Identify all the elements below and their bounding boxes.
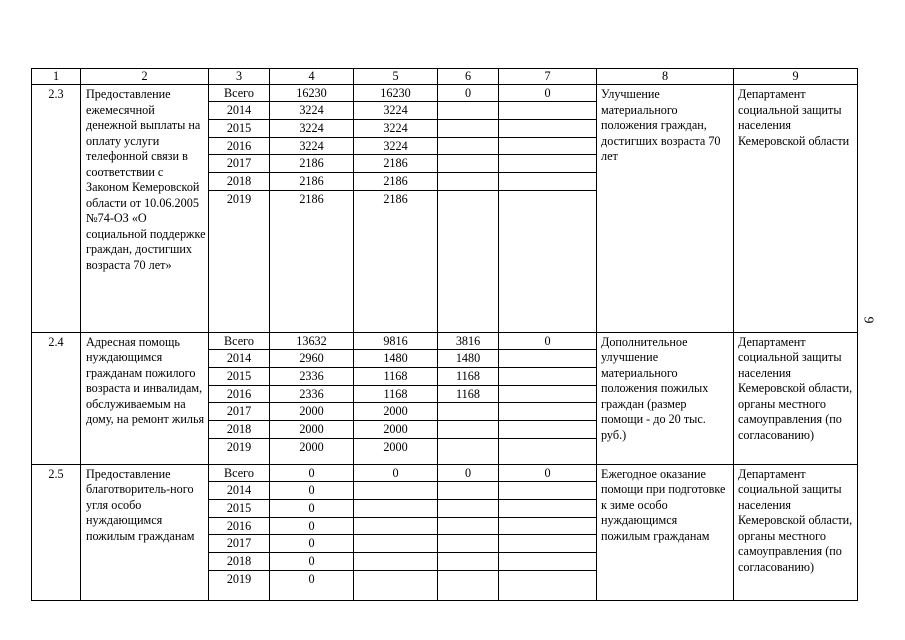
value-col4: 2186 — [270, 155, 354, 173]
value-col4: 0 — [270, 464, 354, 481]
value-col7 — [499, 190, 597, 332]
year-cell: Всего — [209, 332, 270, 349]
value-col4: 3224 — [270, 119, 354, 137]
year-cell: 2016 — [209, 137, 270, 155]
value-col5: 16230 — [354, 85, 438, 102]
executor: Департамент социальной защиты населения Кемеровской области, органы местного самоуправления (по согласованию) — [734, 464, 858, 600]
year-cell: 2019 — [209, 570, 270, 600]
value-col6: 0 — [438, 464, 499, 481]
year-cell: 2018 — [209, 421, 270, 439]
value-col4: 2000 — [270, 438, 354, 464]
value-col7: 0 — [499, 464, 597, 481]
header-col-3: 3 — [209, 69, 270, 85]
value-col4: 2336 — [270, 367, 354, 385]
value-col7 — [499, 367, 597, 385]
header-col-8: 8 — [597, 69, 734, 85]
value-col5 — [354, 553, 438, 571]
value-col6 — [438, 190, 499, 332]
value-col5 — [354, 499, 438, 517]
year-cell: 2016 — [209, 517, 270, 535]
value-col4: 0 — [270, 481, 354, 499]
value-col6: 1480 — [438, 349, 499, 367]
value-col6 — [438, 570, 499, 600]
year-cell: 2016 — [209, 385, 270, 403]
header-row — [32, 69, 858, 85]
value-col5 — [354, 570, 438, 600]
value-col7 — [499, 102, 597, 120]
value-col4: 3224 — [270, 102, 354, 120]
value-col7 — [499, 570, 597, 600]
expected-result: Улучшение материального положения граждан, достигших возраста 70 лет — [597, 85, 734, 333]
value-col7: 0 — [499, 85, 597, 102]
value-col5: 1480 — [354, 349, 438, 367]
value-col5: 9816 — [354, 332, 438, 349]
value-col6 — [438, 438, 499, 464]
expected-result: Дополнительное улучшение материального положения пожилых граждан (размер помощи - до 20 тыс. руб.) — [597, 332, 734, 464]
value-col7 — [499, 421, 597, 439]
year-cell: 2014 — [209, 481, 270, 499]
value-col4: 0 — [270, 517, 354, 535]
value-col7 — [499, 553, 597, 571]
header-col-9: 9 — [734, 69, 858, 85]
value-col6: 1168 — [438, 367, 499, 385]
measure-row — [32, 332, 858, 349]
value-col7 — [499, 535, 597, 553]
value-col5: 2000 — [354, 438, 438, 464]
value-col6 — [438, 535, 499, 553]
value-col7 — [499, 403, 597, 421]
value-col5: 2000 — [354, 421, 438, 439]
value-col5: 1168 — [354, 367, 438, 385]
measure-number: 2.5 — [32, 464, 81, 600]
measure-title: Адресная помощь нуждающимся гражданам пожилого возраста и инвалидам, обслуживаемым на дому, на ремонт жилья — [81, 332, 209, 464]
year-cell: 2018 — [209, 173, 270, 191]
value-col5: 3224 — [354, 137, 438, 155]
value-col4: 2186 — [270, 173, 354, 191]
header-col-2: 2 — [81, 69, 209, 85]
value-col7 — [499, 349, 597, 367]
year-cell: 2019 — [209, 438, 270, 464]
value-col4: 3224 — [270, 137, 354, 155]
value-col6 — [438, 481, 499, 499]
value-col6 — [438, 421, 499, 439]
value-col5 — [354, 535, 438, 553]
header-col-4: 4 — [270, 69, 354, 85]
year-cell: 2015 — [209, 499, 270, 517]
year-cell: 2019 — [209, 190, 270, 332]
value-col4: 2186 — [270, 190, 354, 332]
value-col7 — [499, 438, 597, 464]
value-col6: 0 — [438, 85, 499, 102]
value-col4: 0 — [270, 570, 354, 600]
measure-number: 2.3 — [32, 85, 81, 333]
value-col7 — [499, 481, 597, 499]
value-col7 — [499, 517, 597, 535]
value-col6 — [438, 517, 499, 535]
value-col4: 0 — [270, 553, 354, 571]
year-cell: 2014 — [209, 102, 270, 120]
program-table — [31, 68, 858, 601]
year-cell: 2017 — [209, 155, 270, 173]
value-col5: 0 — [354, 464, 438, 481]
value-col6: 1168 — [438, 385, 499, 403]
year-cell: 2018 — [209, 553, 270, 571]
value-col5: 1168 — [354, 385, 438, 403]
value-col5: 2186 — [354, 173, 438, 191]
value-col6 — [438, 137, 499, 155]
year-cell: 2015 — [209, 119, 270, 137]
year-cell: Всего — [209, 85, 270, 102]
value-col6 — [438, 403, 499, 421]
header-col-6: 6 — [438, 69, 499, 85]
measure-row — [32, 85, 858, 102]
value-col6 — [438, 553, 499, 571]
year-cell: 2017 — [209, 403, 270, 421]
value-col4: 2960 — [270, 349, 354, 367]
value-col6 — [438, 102, 499, 120]
value-col6 — [438, 155, 499, 173]
value-col4: 0 — [270, 535, 354, 553]
value-col7 — [499, 137, 597, 155]
value-col4: 0 — [270, 499, 354, 517]
value-col6 — [438, 119, 499, 137]
value-col4: 13632 — [270, 332, 354, 349]
value-col5: 2186 — [354, 155, 438, 173]
value-col5: 3224 — [354, 102, 438, 120]
header-col-5: 5 — [354, 69, 438, 85]
value-col5: 2000 — [354, 403, 438, 421]
value-col4: 2336 — [270, 385, 354, 403]
page-number: 9 — [860, 316, 876, 324]
expected-result: Ежегодное оказание помощи при подготовке к зиме особо нуждающимся пожилым гражданам — [597, 464, 734, 600]
header-col-1: 1 — [32, 69, 81, 85]
value-col6: 3816 — [438, 332, 499, 349]
value-col6 — [438, 173, 499, 191]
year-cell: 2017 — [209, 535, 270, 553]
header-col-7: 7 — [499, 69, 597, 85]
value-col5 — [354, 481, 438, 499]
value-col4: 2000 — [270, 421, 354, 439]
value-col7: 0 — [499, 332, 597, 349]
value-col6 — [438, 499, 499, 517]
value-col4: 16230 — [270, 85, 354, 102]
year-cell: 2014 — [209, 349, 270, 367]
value-col7 — [499, 385, 597, 403]
measure-number: 2.4 — [32, 332, 81, 464]
year-cell: Всего — [209, 464, 270, 481]
value-col7 — [499, 155, 597, 173]
executor: Департамент социальной защиты населения Кемеровской области — [734, 85, 858, 333]
measure-title: Предоставление ежемесячной денежной выплаты на оплату услуги телефонной связи в соответствии с Законом Кемеровской области от 10.06.2005 №74-ОЗ «О социальной поддержке граждан, достигших возраста 70 лет» — [81, 85, 209, 333]
value-col7 — [499, 119, 597, 137]
measure-title: Предоставление благотворитель-ного угля особо нуждающимся пожилым гражданам — [81, 464, 209, 600]
value-col5: 2186 — [354, 190, 438, 332]
value-col5 — [354, 517, 438, 535]
measure-row — [32, 464, 858, 481]
value-col7 — [499, 173, 597, 191]
value-col7 — [499, 499, 597, 517]
value-col4: 2000 — [270, 403, 354, 421]
value-col5: 3224 — [354, 119, 438, 137]
year-cell: 2015 — [209, 367, 270, 385]
executor: Департамент социальной защиты населения Кемеровской области, органы местного самоуправления (по согласованию) — [734, 332, 858, 464]
